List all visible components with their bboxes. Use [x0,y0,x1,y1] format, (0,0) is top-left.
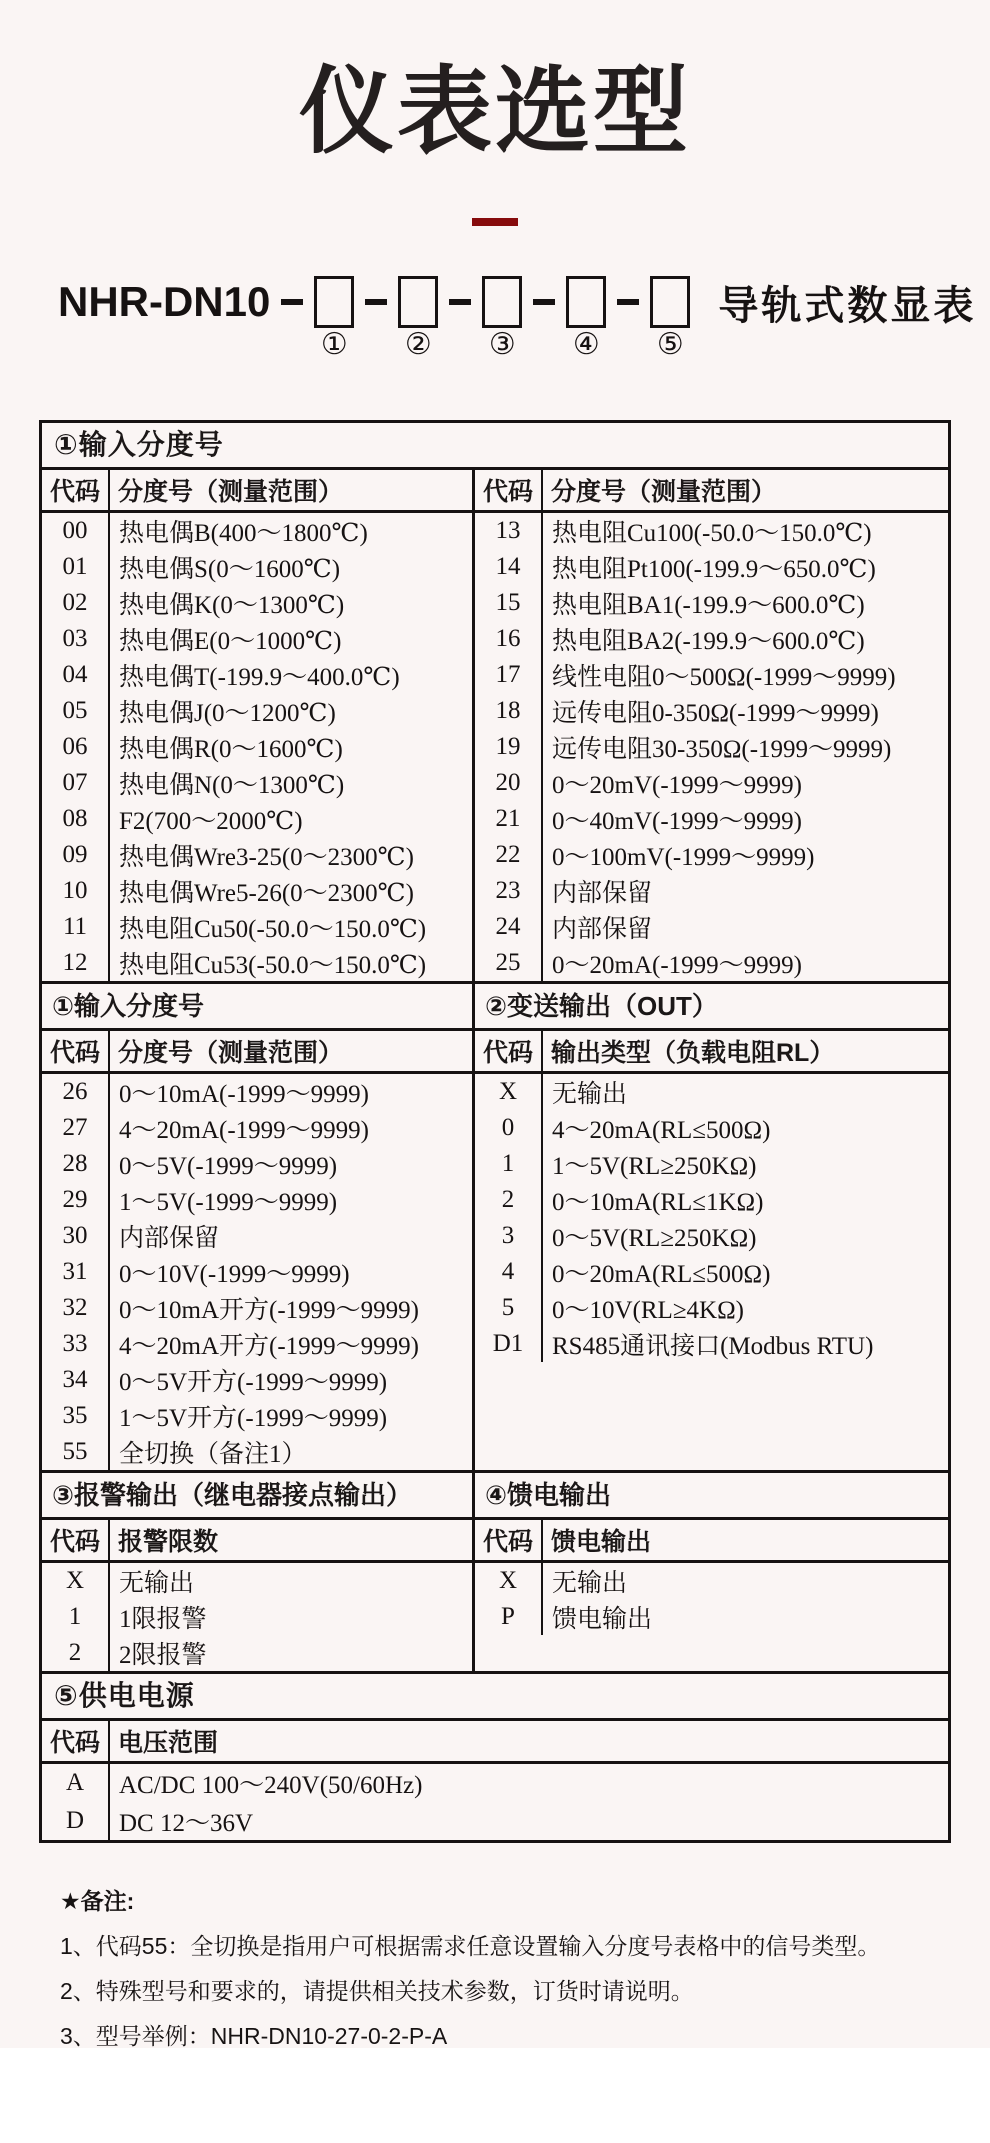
column-header-row [475,470,948,513]
column-header-row [475,1031,948,1074]
desc-cell: 热电阻Cu50(-50.0～150.0℃) [119,916,427,943]
section-title: ③报警输出（继电器接点输出） [42,1473,472,1520]
table-row [42,657,472,693]
code-cell: 0 [475,1110,543,1146]
code-cell: P [475,1599,543,1635]
table-row [475,945,948,981]
table-row [42,1182,472,1218]
code-cell: 29 [42,1182,110,1218]
desc-cell: 4～20mA(RL≤500Ω) [552,1117,771,1144]
code-column-header: 代码 [42,470,110,510]
table-row [475,1146,948,1182]
code-cell: 18 [475,693,543,729]
desc-cell: 热电偶Wre5-26(0～2300℃) [119,880,414,907]
code-column-header: 代码 [475,1520,543,1560]
table-row [42,1398,472,1434]
section-title: ①输入分度号 [42,423,948,470]
table-row [475,513,948,549]
model-unit-1 [270,276,354,361]
desc-cell: 内部保留 [119,1225,220,1252]
model-box-wrap [482,276,522,361]
table-row [42,945,472,981]
code-cell: 12 [42,945,110,981]
position-number: ① [320,328,348,361]
table-row [42,1110,472,1146]
desc-cell: 热电偶E(0～1000℃) [119,628,342,655]
desc-cell: DC 12～36V [119,1810,254,1837]
desc-cell: 热电阻Pt100(-199.9～650.0℃) [552,556,876,583]
model-box-wrap [650,276,690,361]
table-row [42,1599,472,1635]
table-row [42,1254,472,1290]
desc-column-header: 电压范围 [118,1729,219,1757]
table-row [475,621,948,657]
table-row [42,549,472,585]
note-line-3: 3、型号举例：NHR-DN10-27-0-2-P-A [60,2023,448,2049]
table-half-2 [475,470,948,981]
table-row [475,1290,948,1326]
section-halves [42,470,948,981]
desc-cell: 0～20mA(RL≤500Ω) [552,1261,771,1288]
section-title: ⑤供电电源 [42,1674,948,1721]
desc-cell: 0～40mV(-1999～9999) [552,808,802,835]
code-cell: 01 [42,549,110,585]
desc-cell: 无输出 [552,1081,628,1108]
section-alarm-feed [42,1470,948,1671]
desc-cell: 线性电阻0～500Ω(-1999～9999) [552,664,896,691]
section-title: ④馈电输出 [475,1473,948,1520]
desc-cell: AC/DC 100～240V(50/60Hz) [119,1772,423,1799]
section-power [42,1671,948,1840]
table-half-1 [42,470,475,981]
desc-cell: F2(700～2000℃) [119,808,303,835]
code-cell: X [42,1563,110,1599]
table-half-1 [42,1473,475,1671]
code-cell: 05 [42,693,110,729]
model-box-wrap [398,276,438,361]
desc-column-header: 输出类型（负载电阻RL） [551,1039,835,1067]
desc-cell: 2限报警 [119,1642,207,1669]
code-column-header: 代码 [42,1721,110,1761]
desc-cell: 热电偶S(0～1600℃) [119,556,341,583]
desc-cell: 0～100mV(-1999～9999) [552,844,815,871]
table-row [42,1434,472,1470]
model-box-wrap [314,276,354,361]
section-input-1 [42,423,948,981]
code-column-header: 代码 [475,1031,543,1071]
desc-cell: 热电偶J(0～1200℃) [119,700,336,727]
desc-cell: 0～10mA(RL≤1KΩ) [552,1189,764,1216]
desc-cell: 热电偶R(0～1600℃) [119,736,343,763]
desc-cell: 热电阻Cu53(-50.0～150.0℃) [119,952,427,979]
table-row [475,801,948,837]
table-row [475,1563,948,1599]
code-cell: 55 [42,1434,110,1470]
desc-cell: 全切换（备注1） [119,1441,307,1468]
code-cell: 31 [42,1254,110,1290]
desc-cell: 内部保留 [552,880,653,907]
desc-cell: 0～5V(-1999～9999) [119,1153,338,1180]
column-header-row [42,470,472,513]
code-column-header: 代码 [475,470,543,510]
desc-cell: 热电偶Wre3-25(0～2300℃) [119,844,414,871]
table-row [42,513,472,549]
desc-column-header: 报警限数 [118,1528,219,1556]
desc-cell: 热电偶T(-199.9～400.0℃) [119,664,400,691]
table-row [475,657,948,693]
table-row [42,1563,472,1599]
desc-cell: 0～10mA(-1999～9999) [119,1081,369,1108]
code-cell: 08 [42,801,110,837]
code-cell: 2 [475,1182,543,1218]
table-row [42,801,472,837]
table-row [42,1362,472,1398]
code-cell: A [42,1764,110,1802]
desc-cell: 远传电阻30-350Ω(-1999～9999) [552,736,892,763]
code-cell: 23 [475,873,543,909]
code-cell: 3 [475,1218,543,1254]
desc-cell: 热电阻BA2(-199.9～600.0℃) [552,628,865,655]
desc-column-header: 分度号（测量范围） [118,1039,344,1067]
table-row [475,693,948,729]
section-halves [42,1721,948,1840]
table-row [42,1764,948,1802]
table-row [475,1326,948,1362]
desc-cell: 无输出 [119,1570,195,1597]
section-title: ①输入分度号 [42,984,472,1031]
note-line-2: 2、特殊型号和要求的，请提供相关技术参数，订货时请说明。 [60,1978,694,2004]
model-prefix: NHR-DN10 [58,278,271,325]
table-row [42,621,472,657]
code-cell: 13 [475,513,543,549]
code-cell: 2 [42,1635,110,1671]
code-box [566,276,606,328]
code-cell: 24 [475,909,543,945]
table-row [475,1182,948,1218]
desc-cell: 热电偶K(0～1300℃) [119,592,345,619]
table-row [42,873,472,909]
code-cell: 28 [42,1146,110,1182]
table-row [475,549,948,585]
code-cell: 34 [42,1362,110,1398]
code-cell: 20 [475,765,543,801]
code-box [650,276,690,328]
table-row [42,1635,472,1671]
table-row [475,765,948,801]
model-unit-3 [438,276,522,361]
table-row [475,1599,948,1635]
model-unit-2 [354,276,438,361]
desc-cell: 无输出 [552,1570,628,1597]
column-header-row [42,1721,948,1764]
desc-cell: 1～5V(-1999～9999) [119,1189,338,1216]
code-cell: 15 [475,585,543,621]
dash-separator [533,299,555,305]
model-unit-5 [606,276,690,361]
desc-cell: 0～20mV(-1999～9999) [552,772,802,799]
desc-cell: 0～10V(-1999～9999) [119,1261,350,1288]
code-cell: X [475,1563,543,1599]
table-row [42,909,472,945]
desc-cell: 热电阻Cu100(-50.0～150.0℃) [552,520,872,547]
table-row [42,1074,472,1110]
code-cell: X [475,1074,543,1110]
desc-cell: 热电偶N(0～1300℃) [119,772,345,799]
code-cell: 35 [42,1398,110,1434]
desc-cell: 内部保留 [552,916,653,943]
code-cell: 25 [475,945,543,981]
desc-cell: 0～20mA(-1999～9999) [552,952,802,979]
table-row [475,1074,948,1110]
code-cell: 22 [475,837,543,873]
column-header-row [42,1031,472,1074]
code-cell: 1 [42,1599,110,1635]
section-halves [42,1473,948,1671]
desc-column-header: 分度号（测量范围） [551,478,777,506]
table-row [42,1802,948,1840]
code-cell: 30 [42,1218,110,1254]
code-cell: 19 [475,729,543,765]
desc-cell: 热电阻BA1(-199.9～600.0℃) [552,592,865,619]
code-cell: 02 [42,585,110,621]
code-cell: 1 [475,1146,543,1182]
code-cell: 11 [42,909,110,945]
code-cell: 06 [42,729,110,765]
column-header-row [42,1520,472,1563]
table-row [475,729,948,765]
title-accent-dash [472,218,518,226]
code-box [482,276,522,328]
table-row [42,1326,472,1362]
position-number: ② [404,328,432,361]
code-cell: 26 [42,1074,110,1110]
model-row [58,276,990,361]
code-cell: 04 [42,657,110,693]
selection-table [39,420,951,1843]
model-code-diagram [58,276,990,376]
position-number: ③ [488,328,516,361]
code-box [398,276,438,328]
desc-cell: 馈电输出 [552,1606,653,1633]
dash-separator [281,299,303,305]
section-halves [42,984,948,1470]
code-cell: 14 [475,549,543,585]
table-row [475,1218,948,1254]
table-row [475,585,948,621]
table-row [42,837,472,873]
model-box-wrap [566,276,606,361]
table-row [475,873,948,909]
desc-cell: 4～20mA(-1999～9999) [119,1117,369,1144]
code-cell: 4 [475,1254,543,1290]
desc-cell: RS485通讯接口(Modbus RTU) [552,1333,874,1360]
code-column-header: 代码 [42,1520,110,1560]
table-row [475,1254,948,1290]
code-cell: 07 [42,765,110,801]
table-half-1 [42,1721,948,1840]
table-row [42,693,472,729]
desc-column-header: 馈电输出 [551,1528,652,1556]
position-number: ⑤ [656,328,684,361]
dash-separator [365,299,387,305]
notes-section [60,1883,990,2051]
model-unit-4 [522,276,606,361]
code-cell: 27 [42,1110,110,1146]
desc-cell: 0～5V(RL≥250KΩ) [552,1225,757,1252]
desc-cell: 4～20mA开方(-1999～9999) [119,1333,419,1360]
table-row [42,765,472,801]
desc-cell: 1～5V(RL≥250KΩ) [552,1153,757,1180]
section-input-2-output [42,981,948,1470]
code-cell: 03 [42,621,110,657]
notes-title: ★备注: [60,1888,135,1914]
desc-cell: 0～5V开方(-1999～9999) [119,1369,388,1396]
dash-separator [449,299,471,305]
table-row [42,1218,472,1254]
code-cell: D [42,1802,110,1840]
model-suffix: 导轨式数显表 [718,283,977,328]
table-row [42,1290,472,1326]
desc-cell: 1～5V开方(-1999～9999) [119,1405,388,1432]
desc-cell: 0～10V(RL≥4KΩ) [552,1297,745,1324]
desc-cell: 远传电阻0-350Ω(-1999～9999) [552,700,879,727]
table-row [475,909,948,945]
table-half-2 [475,984,948,1470]
section-title: ②变送输出（OUT） [475,984,948,1031]
desc-column-header: 分度号（测量范围） [118,478,344,506]
note-line-1: 1、代码55：全切换是指用户可根据需求任意设置输入分度号表格中的信号类型。 [60,1933,881,1959]
code-cell: 16 [475,621,543,657]
position-number: ④ [572,328,600,361]
code-column-header: 代码 [42,1031,110,1071]
table-row [475,837,948,873]
table-row [42,585,472,621]
code-cell: 32 [42,1290,110,1326]
code-cell: 21 [475,801,543,837]
desc-cell: 0～10mA开方(-1999～9999) [119,1297,419,1324]
desc-cell: 1限报警 [119,1606,207,1633]
page-title: 仪表选型 [298,59,691,165]
desc-cell: 热电偶B(400～1800℃) [119,520,368,547]
code-cell: 17 [475,657,543,693]
code-cell: 00 [42,513,110,549]
table-half-1 [42,984,475,1470]
code-box [314,276,354,328]
table-half-2 [475,1473,948,1671]
code-cell: 5 [475,1290,543,1326]
table-row [475,1110,948,1146]
dash-separator [617,299,639,305]
code-cell: D1 [475,1326,543,1362]
table-row [42,1146,472,1182]
code-cell: 33 [42,1326,110,1362]
code-cell: 09 [42,837,110,873]
code-cell: 10 [42,873,110,909]
table-row [42,729,472,765]
column-header-row [475,1520,948,1563]
